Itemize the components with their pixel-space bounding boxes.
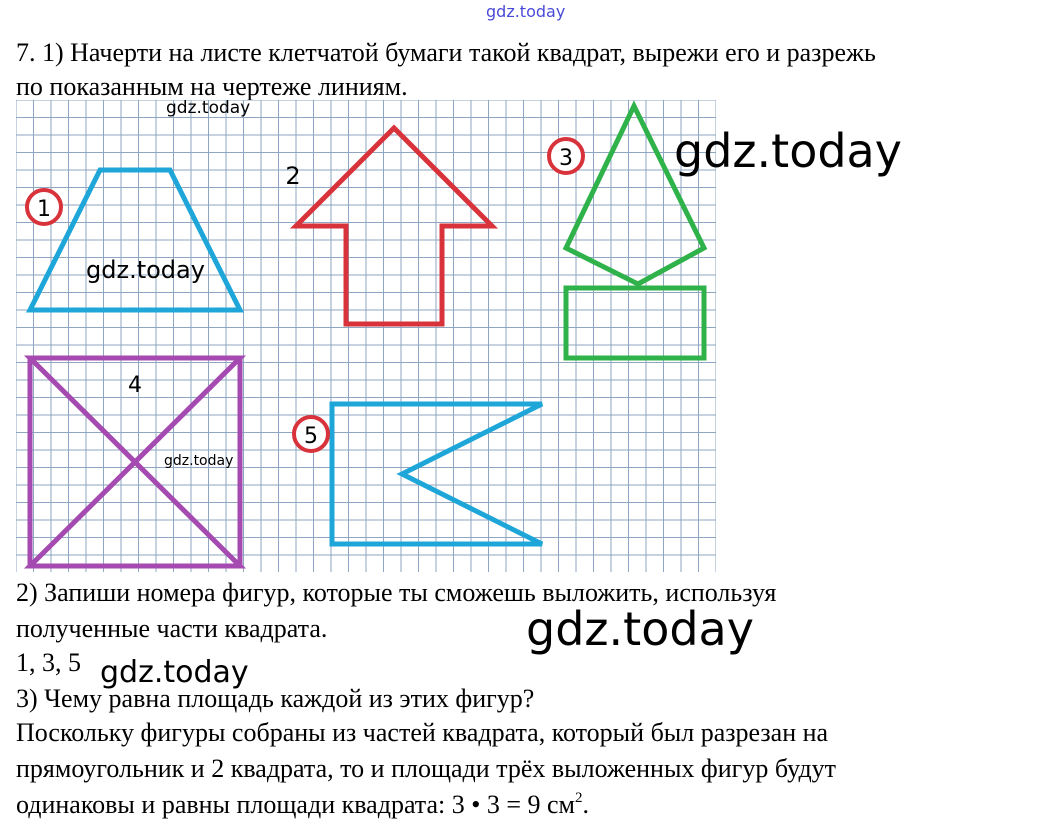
answer-3-line-3-end: . xyxy=(582,790,590,819)
watermark-text-big: gdz.today xyxy=(526,602,754,656)
watermark-top: gdz.today xyxy=(486,2,566,21)
question-3: 3) Чему равна площадь каждой из этих фигур? xyxy=(16,684,535,713)
figure-2-number: 2 xyxy=(285,162,301,190)
figure-4-number: 4 xyxy=(128,373,142,398)
task-line-1: 7. 1) Начерти на листе клетчатой бумаги такой квадрат, вырежи его и разрежь xyxy=(16,38,876,67)
figure-3-number: 3 xyxy=(559,146,573,171)
watermark-text-small: gdz.today xyxy=(100,655,249,690)
watermark-figure-x: gdz.today xyxy=(164,453,234,469)
figure-5-number: 5 xyxy=(304,424,318,449)
answer-2: 1, 3, 5 xyxy=(16,648,81,677)
answer-3-line-3-text: одинаковы и равны площади квадрата: 3 • 3 = 9 см xyxy=(16,790,576,819)
task-line-2: по показанным на чертеже линиям. xyxy=(16,72,408,101)
watermark-figure-small: gdz.today xyxy=(166,98,251,118)
figure-3-rectangle xyxy=(566,288,704,358)
question-2-line-1: 2) Запиши номера фигур, которые ты сможешь выложить, используя xyxy=(16,578,777,607)
watermark-figure-trapezoid: gdz.today xyxy=(86,256,205,284)
figure-2-arrow xyxy=(296,128,492,324)
figure-5-shape xyxy=(332,404,542,544)
answer-3-line-1: Поскольку фигуры собраны из частей квадрата, который был разрезан на xyxy=(16,718,829,747)
grid-figure xyxy=(16,100,716,572)
figure-1-number: 1 xyxy=(37,197,51,222)
answer-3-line-2: прямоугольник и 2 квадрата, то и площади трёх выложенных фигур будут xyxy=(16,754,837,783)
answer-3-line-3 xyxy=(16,790,589,820)
watermark-figure-big: gdz.today xyxy=(674,124,902,178)
question-2-line-2: полученные части квадрата. xyxy=(16,614,328,643)
answer-3-exponent: 2 xyxy=(575,790,583,806)
